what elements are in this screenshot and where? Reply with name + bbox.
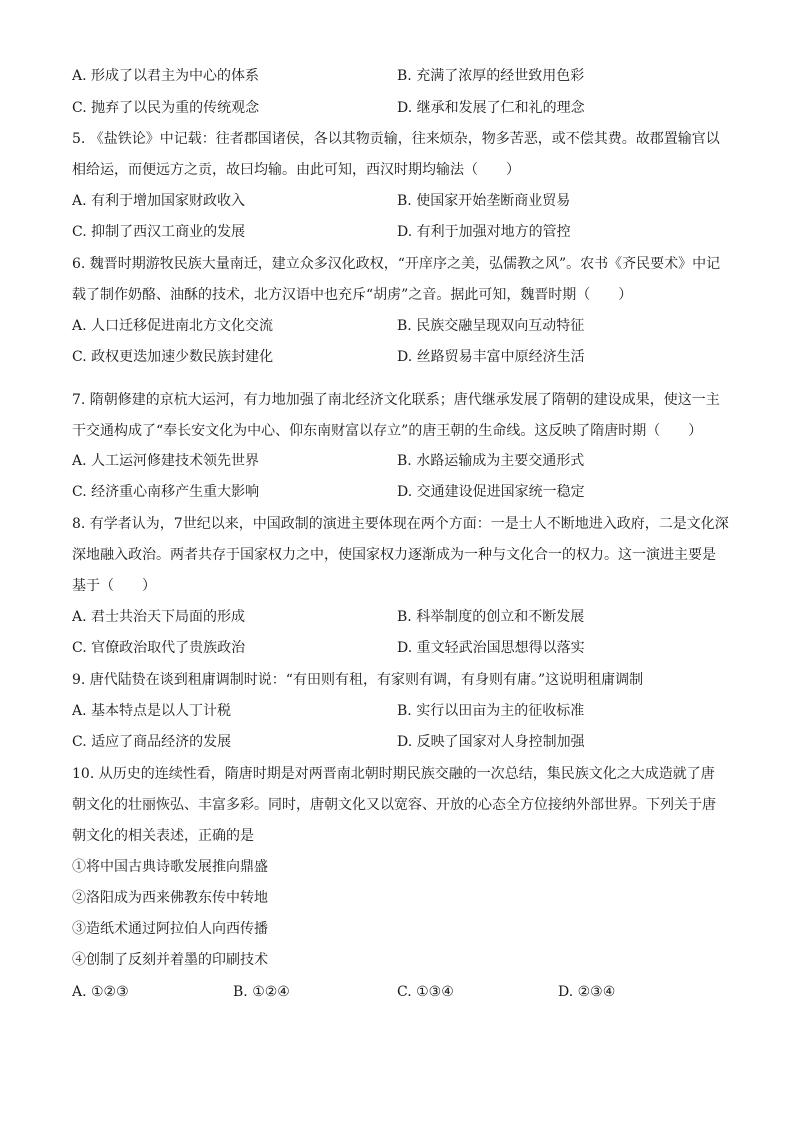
q8-option-b[interactable]: B. 科举制度的创立和不断发展 <box>397 609 585 625</box>
q5-stem-line-2: 相给运，而便远方之贡，故曰均输。由此可知，西汉时期均输法（ ） <box>72 162 520 178</box>
q7-option-a[interactable]: A. 人工运河修建技术领先世界 <box>72 453 260 469</box>
q10-option-c[interactable]: C. ①③④ <box>397 984 454 1000</box>
q4-option-a[interactable]: A. 形成了以君主为中心的体系 <box>72 68 260 84</box>
q8-stem-line-3: 基于（ ） <box>72 578 156 594</box>
q4-option-c[interactable]: C. 抛弃了以民为重的传统观念 <box>72 100 260 116</box>
q4-option-b[interactable]: B. 充满了浓厚的经世致用色彩 <box>397 68 585 84</box>
q6-option-d[interactable]: D. 丝路贸易丰富中原经济生活 <box>397 349 585 365</box>
q6-stem-line-2: 载了制作奶酪、油酥的技术，北方汉语中也充斥“胡虏”之音。据此可知，魏晋时期（ ） <box>72 287 633 303</box>
q9-option-a[interactable]: A. 基本特点是以人丁计税 <box>72 703 232 719</box>
q5-option-a[interactable]: A. 有利于增加国家财政收入 <box>72 193 246 209</box>
q10-stem-line-3: 朝文化的相关表述，正确的是 <box>72 828 254 844</box>
q9-stem-line-1: 9. 唐代陆贽在谈到租庸调制时说：“有田则有租，有家则有调，有身则有庸。”这说明租庸调制 <box>72 672 644 688</box>
q8-stem-line-2: 深地融入政治。两者共存于国家权力之中，使国家权力逐渐成为一种与文化合一的权力。这一演进主要是 <box>72 547 716 563</box>
q10-stem-line-2: 朝文化的壮丽恢弘、丰富多彩。同时，唐朝文化又以宽容、开放的心态全方位接纳外部世界。下列关于唐 <box>72 797 716 813</box>
q5-option-b[interactable]: B. 使国家开始垄断商业贸易 <box>397 193 571 209</box>
q10-option-a[interactable]: A. ①②③ <box>72 984 129 1000</box>
q10-statement-2: ②洛阳成为西来佛教东传中转地 <box>72 890 268 906</box>
q10-statement-1: ①将中国古典诗歌发展推向鼎盛 <box>72 859 268 875</box>
q6-option-c[interactable]: C. 政权更迭加速少数民族封建化 <box>72 349 274 365</box>
q5-option-c[interactable]: C. 抑制了西汉工商业的发展 <box>72 224 246 240</box>
q10-statement-3: ③造纸术通过阿拉伯人向西传播 <box>72 921 268 937</box>
q10-stem-line-1: 10. 从历史的连续性看，隋唐时期是对两晋南北朝时期民族交融的一次总结，集民族文化之大成造就了唐 <box>72 766 715 782</box>
q6-option-a[interactable]: A. 人口迁移促进南北方文化交流 <box>72 318 274 334</box>
q8-option-a[interactable]: A. 君士共治天下局面的形成 <box>72 609 246 625</box>
q9-option-d[interactable]: D. 反映了国家对人身控制加强 <box>397 734 585 750</box>
q8-stem-line-1: 8. 有学者认为，7世纪以来，中国政制的演进主要体现在两个方面：一是士人不断地进入政府，二是文化深 <box>72 516 729 532</box>
q5-stem-line-1: 5. 《盐铁论》中记载：往者郡国诸侯，各以其物贡输，往来烦杂，物多苦恶，或不偿其费。故郡置输官以 <box>72 131 720 147</box>
q6-stem-line-1: 6. 魏晋时期游牧民族大量南迁，建立众多汉化政权，“开庠序之美，弘儒教之风”。农书《齐民要术》中记 <box>72 256 721 272</box>
q7-option-d[interactable]: D. 交通建设促进国家统一稳定 <box>397 484 585 500</box>
q9-option-b[interactable]: B. 实行以田亩为主的征收标准 <box>397 703 585 719</box>
q9-option-c[interactable]: C. 适应了商品经济的发展 <box>72 734 232 750</box>
q8-option-d[interactable]: D. 重文轻武治国思想得以落实 <box>397 640 585 656</box>
q4-option-d[interactable]: D. 继承和发展了仁和礼的理念 <box>397 100 585 116</box>
q7-stem-line-1: 7. 隋朝修建的京杭大运河，有力地加强了南北经济文化联系；唐代继承发展了隋朝的建设成果，使这一主 <box>72 392 720 408</box>
q5-option-d[interactable]: D. 有利于加强对地方的管控 <box>397 224 571 240</box>
q7-stem-line-2: 干交通构成了“奉长安文化为中心、仰东南财富以存立”的唐王朝的生命线。这反映了隋唐时期（ ） <box>72 423 703 439</box>
q6-option-b[interactable]: B. 民族交融呈现双向互动特征 <box>397 318 585 334</box>
q7-option-b[interactable]: B. 水路运输成为主要交通形式 <box>397 453 585 469</box>
q10-statement-4: ④创制了反刻并着墨的印刷技术 <box>72 952 268 968</box>
q10-option-d[interactable]: D. ②③④ <box>558 984 616 1000</box>
q7-option-c[interactable]: C. 经济重心南移产生重大影响 <box>72 484 260 500</box>
q8-option-c[interactable]: C. 官僚政治取代了贵族政治 <box>72 640 246 656</box>
q10-option-b[interactable]: B. ①②④ <box>233 984 290 1000</box>
